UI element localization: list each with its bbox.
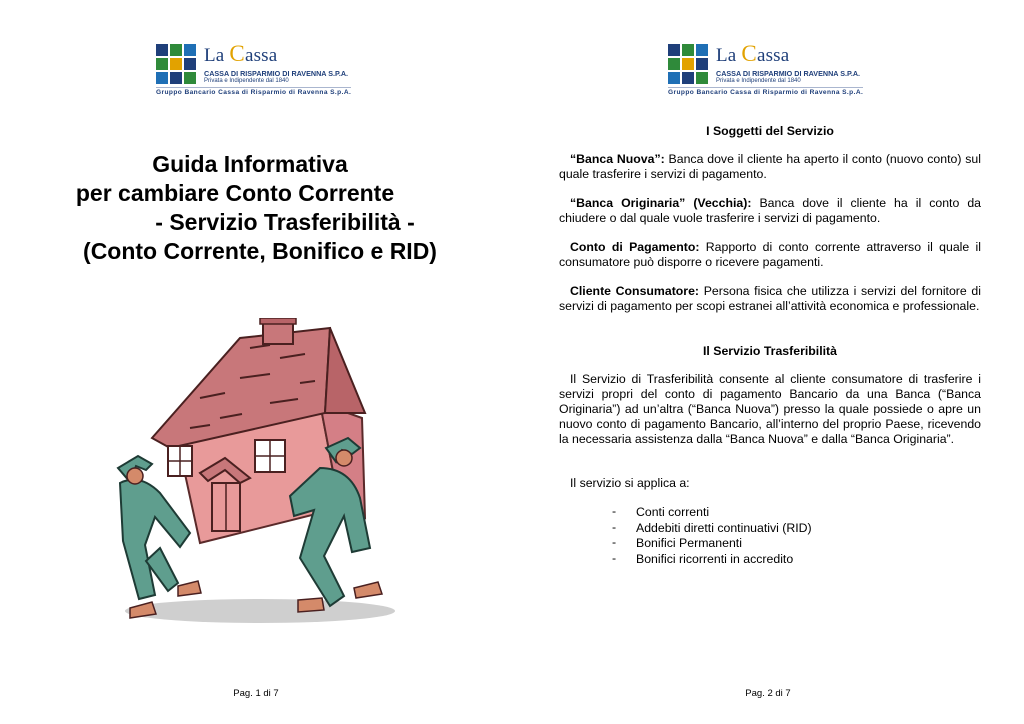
servizio-description: Il Servizio di Trasferibilità consente al cliente consumatore di trasferire i servizi propri del conto di pagamento Bancario da una Banca (“Banca Originaria”) ad un’altra (“Banca Nuova”) presso la quale possiede o apre un nuovo conto di pagamento Bancario, all’interno del proprio Paese, ricevendo la necessaria assistenza dalla “Banca Nuova” e dalla “Banca Originaria”. [559, 372, 981, 446]
bank-logo [156, 42, 356, 98]
logo-tagline: Privata e Indipendente dal 1840 [204, 78, 289, 84]
definition-banca-originaria [559, 196, 981, 226]
list-item: - Bonifici Permanenti [612, 535, 742, 550]
soggetti-section [559, 124, 981, 139]
title-line: per cambiare Conto Corrente [75, 180, 395, 206]
applica-intro: Il servizio si applica a: [570, 476, 690, 490]
definition-term: “Banca Originaria” (Vecchia): [570, 196, 752, 210]
page-number: Pag. 1 di 7 [233, 688, 279, 699]
logo-group-name: Gruppo Bancario Cassa di Risparmio di Ravenna S.p.A. [668, 89, 864, 96]
page-number: Pag. 2 di 7 [745, 688, 791, 699]
definition-text: Rapporto di conto corrente attraverso il quale il consumatore può disporre o ricevere pagamenti. [559, 240, 982, 269]
right-page [512, 0, 1024, 724]
definition-term: Cliente Consumatore: [570, 284, 700, 298]
list-item: - Bonifici ricorrenti in accredito [612, 550, 794, 566]
services-list [612, 505, 812, 567]
section-heading: Il Servizio Trasferibilità [703, 344, 837, 358]
logo-tagline: Privata e Indipendente dal 1840 [716, 78, 801, 84]
logo-bank-name: CASSA DI RISPARMIO DI RAVENNA S.P.A. [204, 69, 349, 78]
logo-bank-name: CASSA DI RISPARMIO DI RAVENNA S.P.A. [716, 69, 861, 78]
servizio-section [559, 344, 981, 359]
movers-carrying-house-illustration [100, 318, 400, 628]
definition-term: “Banca Nuova”: [570, 152, 665, 166]
bank-logo [668, 42, 868, 98]
list-item: - Addebiti diretti continuativi (RID) [612, 519, 812, 535]
definition-term: Conto di Pagamento: [570, 240, 700, 254]
definition-conto-pagamento [559, 240, 981, 270]
guide-title [60, 150, 480, 266]
definition-cliente-consumatore [559, 284, 981, 314]
definition-text: Banca dove il cliente ha aperto il conto (nuovo conto) sul quale trasferire i servizi di pagamento. [559, 152, 981, 181]
logo-mosaic-icon [668, 44, 708, 84]
title-line: (Conto Corrente, Bonifico e RID) [83, 238, 437, 264]
title-line: - Servizio Trasferibilità - [155, 209, 415, 235]
definition-text: Persona fisica che utilizza i servizi del fornitore di servizi di pagamento per scopi estranei all’attività economica e professionale. [559, 284, 981, 313]
list-item: - Conti correnti [612, 504, 710, 519]
logo-brand: La Cassa [716, 41, 790, 66]
definition-banca-nuova [559, 152, 981, 182]
definition-text: Banca dove il cliente ha il conto da chiudere o dal quale vuole trasferire i servizi di pagamento. [559, 196, 981, 225]
logo-mosaic-icon [156, 44, 196, 84]
logo-brand: La Cassa [204, 41, 278, 66]
section-heading: I Soggetti del Servizio [706, 124, 834, 138]
title-line: Guida Informativa [152, 151, 348, 177]
logo-group-name: Gruppo Bancario Cassa di Risparmio di Ravenna S.p.A. [156, 89, 352, 96]
